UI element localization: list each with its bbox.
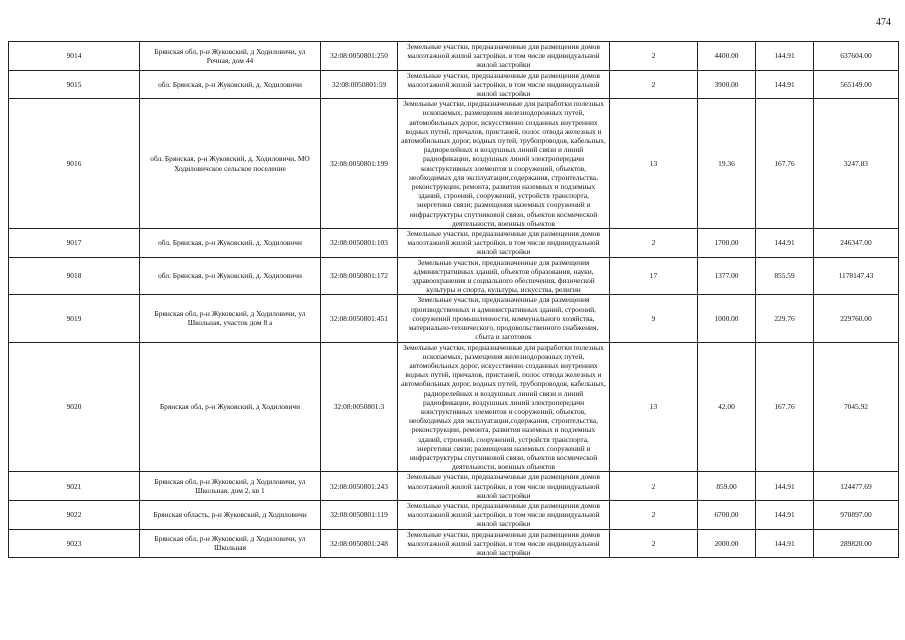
cadastral-number-cell: 32:08:0050801:451 <box>321 295 398 342</box>
area-cell: 859.00 <box>698 472 756 501</box>
land-use-cell: Земельные участки, предназначенные для размещения домов малоэтажной жилой застройки, в том числе индивидуальной жилой застройки <box>398 42 610 71</box>
group-cell: 17 <box>610 257 698 295</box>
address-cell: обл. Брянская, р-н Жуковский, д. Ходиловичи, МО Ходиловичское сельское поселение <box>140 99 321 229</box>
cadastral-value-cell: 289820.00 <box>814 529 899 558</box>
group-cell: 13 <box>610 342 698 472</box>
land-use-cell: Земельные участки, предназначенные для размещения домов малоэтажной жилой застройки, в том числе индивидуальной жилой застройки <box>398 229 610 258</box>
rate-cell: 144.91 <box>756 229 814 258</box>
land-use-cell: Земельные участки, предназначенные для разработки полезных ископаемых, размещения железнодорожных путей, автомобильных дорог, искусственно созданных внутренних водных путей, причалов, пристаней, полос отвода железных и автомобильных дорог, водных путей, трубопроводов, кабельных, радиорелейных и воздушных линий связи и линий радиофикации, воздушных линий электропередачи конструктивных элементов и сооружений, объектов, необходимых для эксплуатации,содержания, строительства, реконструкции, ремонта, развития наземных и подземных зданий, строений, сооружений, устройств транспорта, энергетики связи; размещения наземных сооружений и инфраструктуры спутниковой связи, объектов космической деятельности, военных объектов <box>398 342 610 472</box>
area-cell: 4400.00 <box>698 42 756 71</box>
table-row <box>9 500 899 529</box>
table-row <box>9 70 899 99</box>
area-cell: 42.00 <box>698 342 756 472</box>
land-use-cell: Земельные участки, предназначенные для размещения административных зданий, объектов образования, науки, здравоохранения и социального обеспечения, физической культуры и спорта, культуры, искусства, религии <box>398 257 610 295</box>
area-cell: 1377.00 <box>698 257 756 295</box>
land-use-cell: Земельные участки, предназначенные для размещения производственных и административных зданий, строений, сооружений промышленности, коммунального хозяйства, материально-технического, продовольственного снабжения, сбыта и заготовок <box>398 295 610 342</box>
address-cell: обл. Брянская, р-н Жуковский, д. Ходиловичи <box>140 257 321 295</box>
group-cell: 2 <box>610 229 698 258</box>
row-number: 9019 <box>9 295 140 342</box>
rate-cell: 144.91 <box>756 42 814 71</box>
land-use-cell: Земельные участки, предназначенные для размещения домов малоэтажной жилой застройки, в том числе индивидуальной жилой застройки <box>398 70 610 99</box>
group-cell: 2 <box>610 42 698 71</box>
cadastral-value-cell: 246347.00 <box>814 229 899 258</box>
row-number: 9023 <box>9 529 140 558</box>
table-row <box>9 229 899 258</box>
cadastral-number-cell: 32:08:0050801:172 <box>321 257 398 295</box>
row-number: 9020 <box>9 342 140 472</box>
group-cell: 2 <box>610 500 698 529</box>
rate-cell: 144.91 <box>756 472 814 501</box>
rate-cell: 167.76 <box>756 342 814 472</box>
cadastral-value-cell: 124477.69 <box>814 472 899 501</box>
cadastral-value-cell: 229760.00 <box>814 295 899 342</box>
land-use-cell: Земельные участки, предназначенные для размещения домов малоэтажной жилой застройки, в том числе индивидуальной жилой застройки <box>398 500 610 529</box>
area-cell: 1000.00 <box>698 295 756 342</box>
rate-cell: 144.91 <box>756 500 814 529</box>
row-number: 9016 <box>9 99 140 229</box>
area-cell: 2000.00 <box>698 529 756 558</box>
cadastral-value-cell: 1178147.43 <box>814 257 899 295</box>
cadastral-value-cell: 970897.00 <box>814 500 899 529</box>
rate-cell: 167.76 <box>756 99 814 229</box>
table-row <box>9 472 899 501</box>
table-row <box>9 257 899 295</box>
address-cell: Брянская область, р-н Жуковский, д Ходиловичи <box>140 500 321 529</box>
rate-cell: 855.59 <box>756 257 814 295</box>
page-number: 474 <box>876 17 891 28</box>
cadastral-number-cell: 32:08:0050801:250 <box>321 42 398 71</box>
row-number: 9022 <box>9 500 140 529</box>
rate-cell: 144.91 <box>756 70 814 99</box>
cadastral-value-cell: 7045.92 <box>814 342 899 472</box>
cadastral-number-cell: 32:08:0050801:199 <box>321 99 398 229</box>
cadastral-value-cell: 637604.00 <box>814 42 899 71</box>
table-row <box>9 342 899 472</box>
table-row <box>9 42 899 71</box>
group-cell: 13 <box>610 99 698 229</box>
address-cell: Брянская обл, р-н Жуковский, д Ходиловичи, ул Речная, дом 44 <box>140 42 321 71</box>
group-cell: 2 <box>610 529 698 558</box>
cadastral-number-cell: 32:08:0050801:103 <box>321 229 398 258</box>
cadastral-number-cell: 32:08:0050801:59 <box>321 70 398 99</box>
cadastral-number-cell: 32:08:0050801:248 <box>321 529 398 558</box>
address-cell: Брянская обл, р-н Жуковский, д Ходиловичи, ул Школьная, участок дом 8 а <box>140 295 321 342</box>
cadastral-number-cell: 32:08:0050801:243 <box>321 472 398 501</box>
cadastral-number-cell: 32:08:0050801:119 <box>321 500 398 529</box>
row-number: 9015 <box>9 70 140 99</box>
address-cell: обл. Брянская, р-н Жуковский, д. Ходиловичи <box>140 229 321 258</box>
address-cell: Брянская обл, р-н Жуковский, д Ходиловичи <box>140 342 321 472</box>
table-row <box>9 99 899 229</box>
rate-cell: 144.91 <box>756 529 814 558</box>
area-cell: 19.36 <box>698 99 756 229</box>
cadastral-value-cell: 565149.00 <box>814 70 899 99</box>
area-cell: 3900.00 <box>698 70 756 99</box>
row-number: 9018 <box>9 257 140 295</box>
address-cell: Брянская обл, р-н Жуковский, д Ходиловичи, ул Школьная, дом 2, кв 1 <box>140 472 321 501</box>
group-cell: 2 <box>610 472 698 501</box>
area-cell: 1700.00 <box>698 229 756 258</box>
address-cell: обл. Брянская, р-н Жуковский, д. Ходиловичи <box>140 70 321 99</box>
area-cell: 6700.00 <box>698 500 756 529</box>
row-number: 9021 <box>9 472 140 501</box>
land-use-cell: Земельные участки, предназначенные для размещения домов малоэтажной жилой застройки, в том числе индивидуальной жилой застройки <box>398 472 610 501</box>
table-row <box>9 529 899 558</box>
row-number: 9017 <box>9 229 140 258</box>
cadastral-value-cell: 3247.83 <box>814 99 899 229</box>
cadastral-value-table <box>8 41 899 558</box>
row-number: 9014 <box>9 42 140 71</box>
address-cell: Брянская обл, р-н Жуковский, д Ходиловичи, ул Школьная <box>140 529 321 558</box>
rate-cell: 229.76 <box>756 295 814 342</box>
group-cell: 9 <box>610 295 698 342</box>
land-use-cell: Земельные участки, предназначенные для размещения домов малоэтажной жилой застройки, в том числе индивидуальной жилой застройки <box>398 529 610 558</box>
group-cell: 2 <box>610 70 698 99</box>
land-use-cell: Земельные участки, предназначенные для разработки полезных ископаемых, размещения железнодорожных путей, автомобильных дорог, искусственно созданных внутренних водных путей, причалов, пристаней, полос отвода железных и автомобильных дорог, водных путей, трубопроводов, кабельных, радиорелейных и воздушных линий связи и линий радиофикации, воздушных линий электропередачи конструктивных элементов и сооружений, объектов, необходимых для эксплуатации,содержания, строительства, реконструкции, ремонта, развития наземных и подземных зданий, строений, сооружений, устройств транспорта, энергетики связи; размещения наземных сооружений и инфраструктуры спутниковой связи, объектов космической деятельности, военных объектов <box>398 99 610 229</box>
cadastral-number-cell: 32:08:0050801:3 <box>321 342 398 472</box>
table-row <box>9 295 899 342</box>
